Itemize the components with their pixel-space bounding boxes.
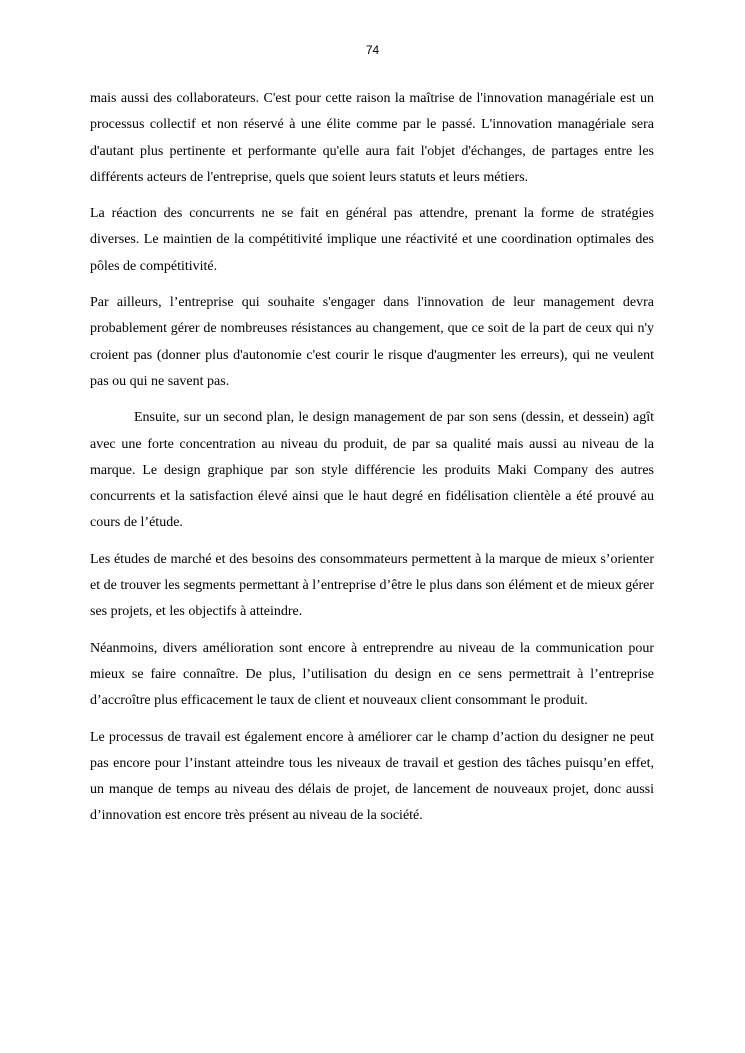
paragraph-6: Néanmoins, divers amélioration sont encore à entreprendre au niveau de la communication pour mieux se faire connaître. De plus, l’utilisation du design en ce sens permettrait à l’entreprise d’accroître plus efficacement le taux de client et nouveaux client consommant le produit. xyxy=(90,640,654,709)
paragraph-4: Ensuite, sur un second plan, le design management de par son sens (dessin, et dessein) agît avec une forte concentration au niveau du produit, de par sa qualité mais aussi au niveau de la marque. Le design graphique par son style différencie les produits Maki Company des autres concurrents et la satisfaction élevé ainsi que le haut degré en fidélisation clientèle a été prouvé au cours de l’étude. xyxy=(90,410,654,531)
paragraph-3: Par ailleurs, l’entreprise qui souhaite s'engager dans l'innovation de leur management devra probablement gérer de nombreuses résistances au changement, que ce soit de la part de ceux qui n'y croient pas (donner plus d'autonomie c'est courir le risque d'augmenter les erreurs), qui ne veulent pas ou qui ne savent pas. xyxy=(90,295,654,389)
paragraph-7: Le processus de travail est également encore à améliorer car le champ d’action du designer ne peut pas encore pour l’instant atteindre tous les niveaux de travail et gestion des tâches puisqu’en effet, un manque de temps au niveau des délais de projet, de lancement de nouveaux projet, donc aussi d’innovation est encore très présent au niveau de la société. xyxy=(90,729,654,824)
paragraph-5: Les études de marché et des besoins des consommateurs permettent à la marque de mieux s’orienter et de trouver les segments permettant à l’entreprise d’être le plus dans son élément et de mieux gérer ses projets, et les objectifs à atteindre. xyxy=(90,551,654,620)
page-number: 74 xyxy=(365,43,380,57)
paragraph-2: La réaction des concurrents ne se fait en général pas attendre, prenant la forme de stratégies diverses. Le maintien de la compétitivité implique une réactivité et une coordination optimales des pôles de compétitivité. xyxy=(90,206,654,274)
paragraph-1: mais aussi des collaborateurs. C'est pour cette raison la maîtrise de l'innovation managériale est un processus collectif et non réservé à une élite comme par le passé. L'innovation managériale sera d'autant plus pertinente et performante qu'elle aura fait l'objet d'échanges, de partages entre les différents acteurs de l'entreprise, quels que soient leurs statuts et leurs métiers. xyxy=(90,91,654,185)
body-text xyxy=(90,86,654,840)
